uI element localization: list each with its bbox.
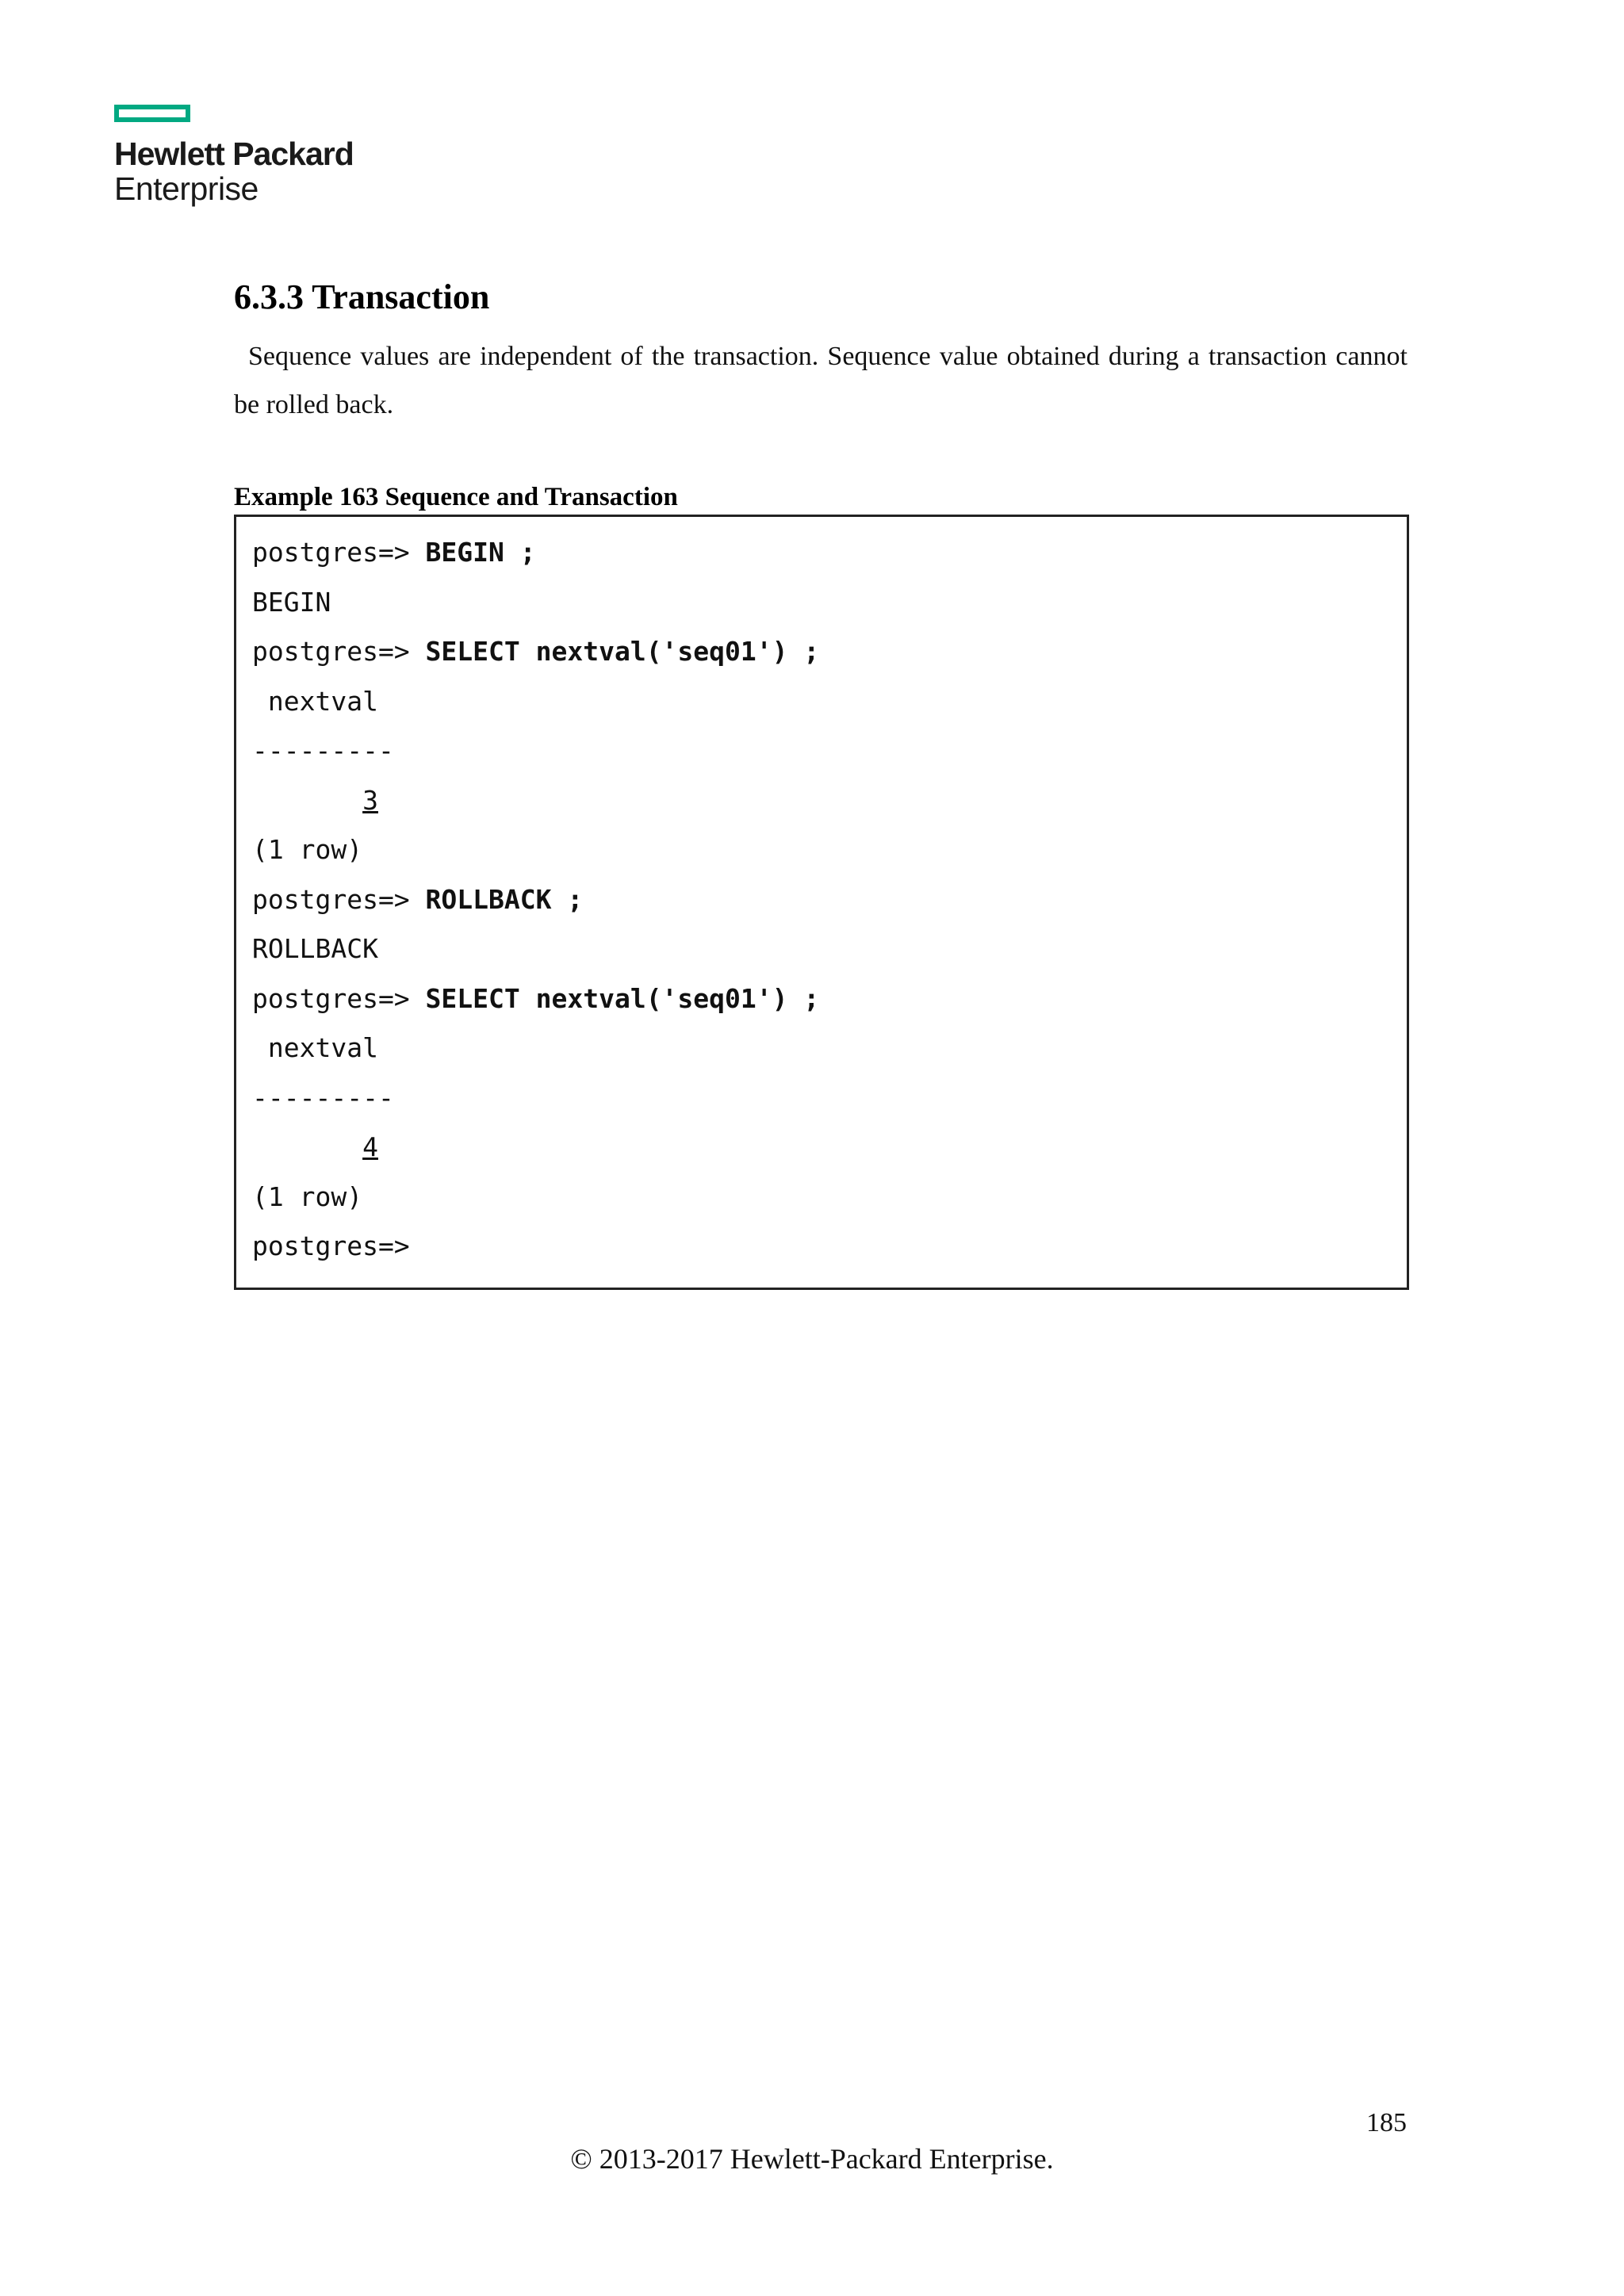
code-line [252, 578, 1391, 628]
copyright-notice: © 2013-2017 Hewlett-Packard Enterprise. [570, 2143, 1054, 2175]
code-output: nextval [252, 1032, 378, 1063]
code-line [252, 627, 1391, 677]
code-line [252, 1173, 1391, 1223]
logo-text-line1: Hewlett Packard [114, 136, 354, 172]
section-heading: 6.3.3 Transaction [234, 277, 490, 316]
hpe-logo [114, 105, 368, 206]
example-title: Example 163 Sequence and Transaction [234, 483, 678, 511]
code-line [252, 924, 1391, 974]
hpe-logo-bar-icon [114, 105, 190, 122]
code-example-box [234, 515, 1409, 1290]
page-number: 185 [1366, 2108, 1407, 2137]
page-content [234, 274, 1408, 1290]
code-output: nextval [252, 685, 378, 717]
code-output: BEGIN [252, 586, 331, 618]
code-command: ROLLBACK ; [425, 883, 584, 915]
code-line [252, 1024, 1391, 1073]
code-line [252, 776, 1391, 826]
code-value: 3 [362, 784, 378, 816]
code-line [252, 1073, 1391, 1123]
code-value: 4 [362, 1131, 378, 1162]
section-paragraph: Sequence values are independent of the transaction. Sequence value obtained during a transaction cannot be rolled back. [234, 342, 1408, 419]
code-line [252, 1222, 1391, 1272]
code-command: SELECT nextval('seq01') ; [425, 982, 820, 1014]
code-prompt: postgres=> [252, 982, 426, 1014]
code-prompt: postgres=> [252, 883, 426, 915]
code-line [252, 974, 1391, 1024]
code-line [252, 825, 1391, 875]
code-output: --------- [252, 735, 394, 766]
code-indent [252, 785, 362, 816]
code-command: BEGIN ; [425, 537, 536, 568]
code-output: --------- [252, 1081, 394, 1113]
code-output: (1 row) [252, 834, 363, 865]
code-prompt: postgres=> [252, 537, 426, 568]
code-line [252, 528, 1391, 578]
code-prompt: postgres=> [252, 636, 426, 667]
code-line [252, 726, 1391, 776]
logo-text-line2: Enterprise [114, 170, 259, 207]
code-line [252, 875, 1391, 925]
code-output: (1 row) [252, 1181, 363, 1212]
code-prompt: postgres=> [252, 1230, 410, 1261]
code-output: ROLLBACK [252, 933, 378, 964]
code-line [252, 1123, 1391, 1173]
code-command: SELECT nextval('seq01') ; [425, 636, 820, 667]
code-indent [252, 1131, 362, 1162]
code-line [252, 677, 1391, 727]
